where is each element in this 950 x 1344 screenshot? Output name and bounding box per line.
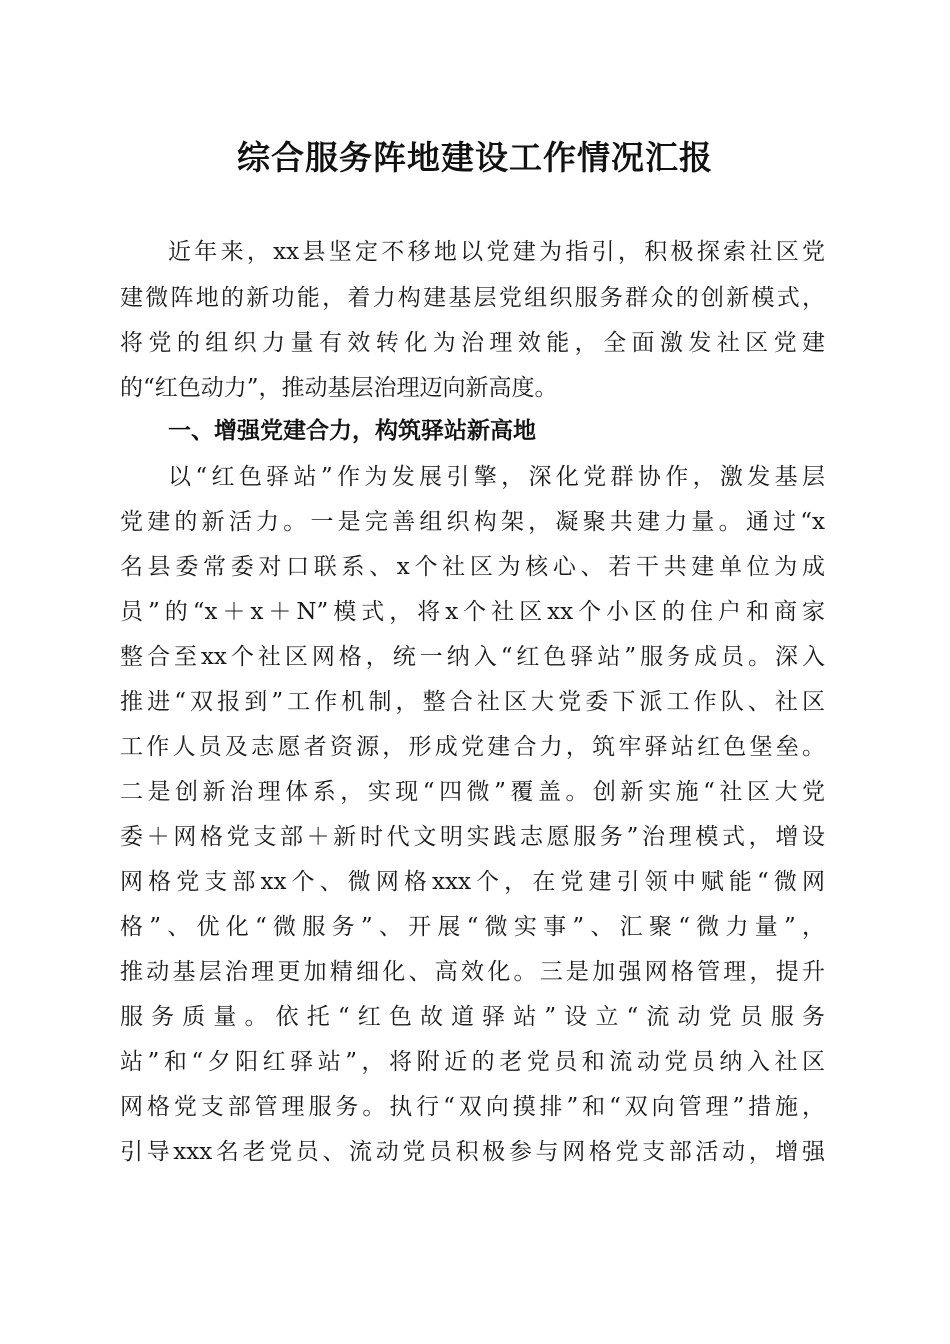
body-line-12: 推动基层治理更加精细化、高效化。三是加强网格管理，提升 [120,959,825,985]
body-line-8: 二是创新治理体系，实现“四微”覆盖。创新实施“社区大党 [120,779,825,805]
body-line-9: 委＋网格党支部＋新时代文明实践志愿服务”治理模式，增设 [120,824,825,850]
body-line-15: 网格党支部管理服务。执行“双向摸排”和“双向管理”措施， [120,1094,825,1120]
body-line-14: 站”和“夕阳红驿站”，将附近的老党员和流动党员纳入社区 [120,1049,825,1075]
body-line-7: 工作人员及志愿者资源，形成党建合力，筑牢驿站红色堡垒。 [120,734,825,760]
body-line-1: 以“红色驿站”作为发展引擎，深化党群协作，激发基层 [168,464,825,490]
intro-line-3: 将党的组织力量有效转化为治理效能，全面激发社区党建 [120,330,825,356]
body-line-6: 推进“双报到”工作机制，整合社区大党委下派工作队、社区 [120,689,825,715]
body-line-11: 格”、优化“微服务”、开展“微实事”、汇聚“微力量”， [120,914,825,940]
intro-line-1: 近年来，xx县坚定不移地以党建为指引，积极探索社区党 [168,239,825,265]
body-line-10: 网格党支部xx个、微网格xxx个，在党建引领中赋能“微网 [120,869,825,895]
body-line-5: 整合至xx个社区网格，统一纳入“红色驿站”服务成员。深入 [120,644,825,670]
body-line-16: 引导xxx名老党员、流动党员积极参与网格党支部活动，增强 [120,1139,825,1165]
body-line-2: 党建的新活力。一是完善组织构架，凝聚共建力量。通过“x [120,509,825,535]
body-line-13: 服务质量。依托“红色故道驿站”设立“流动党员服务 [120,1004,825,1030]
body-line-3: 名县委常委对口联系、x个社区为核心、若干共建单位为成 [120,554,825,580]
section-heading-1: 一、增强党建合力，构筑驿站新高地 [168,418,536,444]
intro-line-2: 建微阵地的新功能，着力构建基层党组织服务群众的创新模式， [120,285,825,311]
intro-line-4: 的“红色动力”，推动基层治理迈向新高度。 [120,375,558,401]
document-title: 综合服务阵地建设工作情况汇报 [237,138,713,177]
body-line-4: 员”的“x＋x＋N”模式，将x个社区xx个小区的住户和商家 [120,599,825,625]
